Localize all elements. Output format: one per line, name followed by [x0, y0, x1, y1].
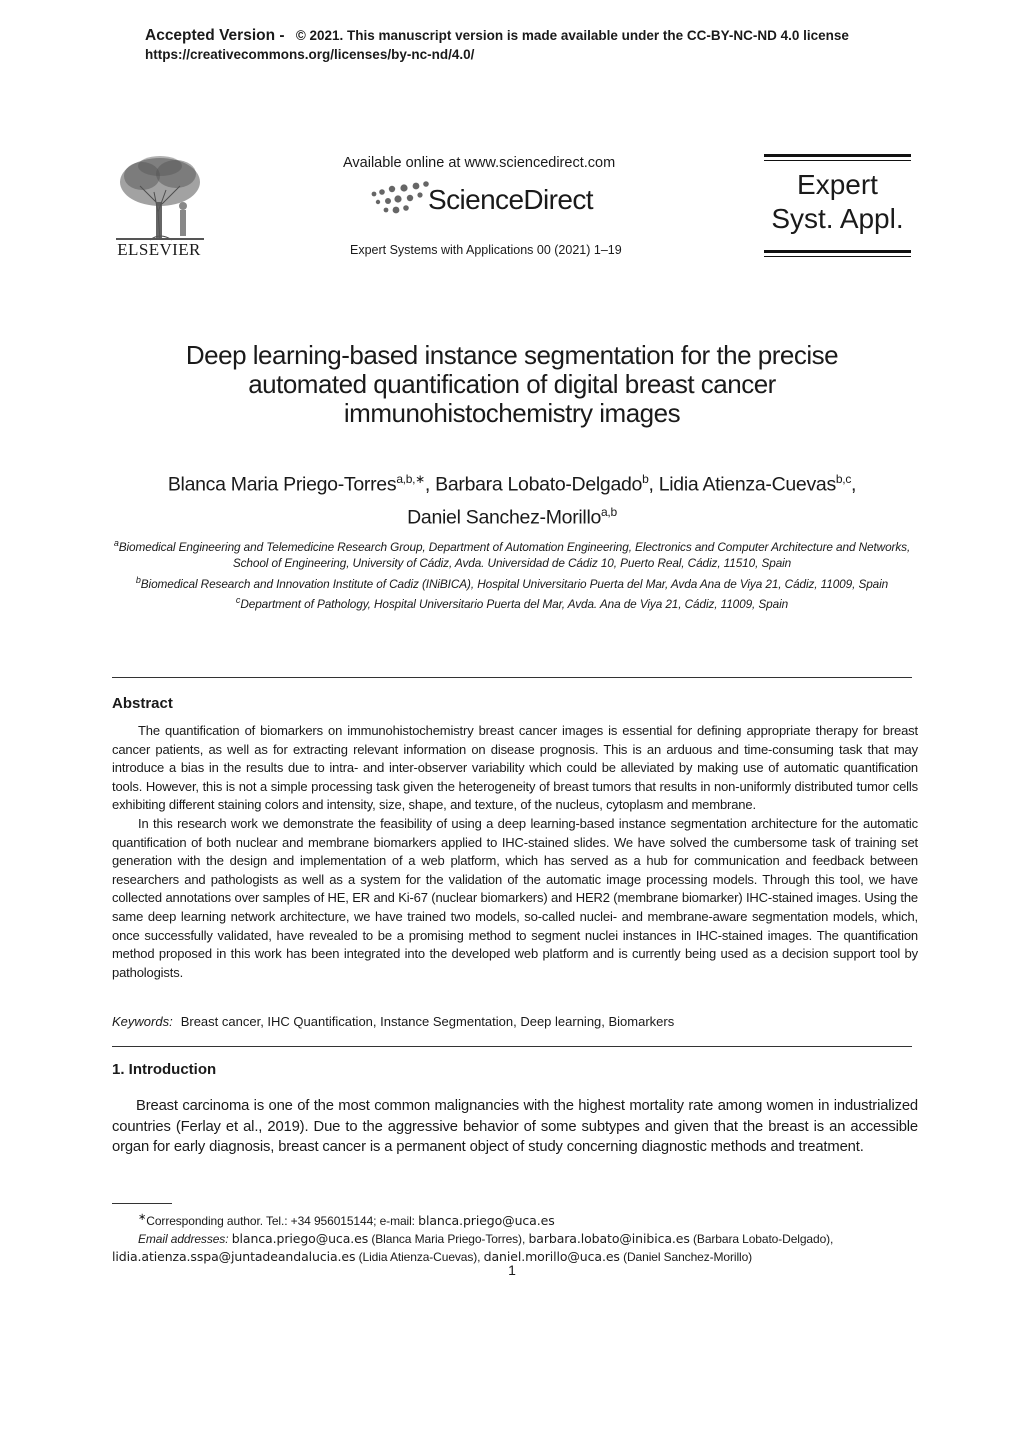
- license-notice: [145, 26, 849, 64]
- abstract-paragraph: The quantification of biomarkers on immunohistochemistry breast cancer images is essential for defining appropriate therapy for breast cancer patients, as well as for extracting relevant information on disease prognosis. This is an arduous and time-consuming task that may introduce a bias in the results due to intra- and inter-observer variability which could be alleviated by making use of automatic quantification tools. However, this is not a simple processing task given the heterogeneity of breast tumors that results in non-uniformly distributed tumor cells exhibiting different staining colors and intensity, size, shape, and texture, of the nucleus, cytoplasm and membrane.: [112, 723, 918, 813]
- footnotes: [112, 1209, 918, 1266]
- title-line-3: immunohistochemistry images: [343, 398, 681, 428]
- affil-text: Department of Pathology, Hospital Universitario Puerta del Mar, Avda. Ana de Viya 21, Cádiz, 11009, Spain: [240, 596, 789, 611]
- email-owner: (Daniel Sanchez-Morillo): [623, 1250, 753, 1264]
- affiliations: [112, 535, 912, 612]
- author-name: , Barbara Lobato-Delgado: [424, 473, 643, 496]
- journal-box-top-rule: [764, 154, 911, 161]
- abstract-top-rule: [112, 677, 912, 678]
- intro-paragraph: Breast carcinoma is one of the most common malignancies with the highest mortality rate among women in industrialized countries (Ferlay et al., 2019). Due to the aggressive behavior of some subtypes and given that the breast is an accessible organ for early diagnosis, breast cancer is a permanent object of study concerning diagnostic methods and treatment.: [112, 1098, 918, 1156]
- author-affil-sup: b,c: [835, 472, 852, 486]
- corresponding-author-note: [112, 1209, 918, 1230]
- sciencedirect-wordmark: ScienceDirect: [428, 184, 593, 215]
- author-name: Daniel Sanchez-Morillo: [407, 506, 602, 528]
- affil-text: Biomedical Research and Innovation Institute of Cadiz (INiBICA), Hospital Universitario Puerta del Mar, Avda Ana de Viya 21, Cádiz, 11009, Spain: [140, 576, 889, 591]
- author-affil-sup: b: [642, 472, 649, 486]
- author-affil-sup: a,b: [601, 504, 617, 519]
- keywords-label: Keywords:: [112, 1014, 173, 1029]
- email-link[interactable]: barbara.lobato@inibica.es: [528, 1231, 690, 1246]
- affil-marker: c: [235, 594, 241, 605]
- paper-title: [112, 341, 912, 428]
- affil-text: Biomedical Engineering and Telemedicine Research Group, Department of Automation Engineering, Electronics and Computer Architecture and Networks, School of Engineering, University of Cádiz, Avda. Universidad de Cádiz 10, Puerto Real, Cádiz, 11510, Spain: [118, 539, 911, 571]
- author-name: , Lidia Atienza-Cuevas: [648, 473, 836, 496]
- email-addresses: [112, 1230, 918, 1266]
- affiliation-a: [112, 535, 912, 572]
- email-label: Email addresses:: [138, 1232, 229, 1246]
- email-owner: (Blanca Maria Priego-Torres),: [371, 1232, 526, 1246]
- abstract-bottom-rule: [112, 1046, 912, 1047]
- email-link[interactable]: daniel.morillo@uca.es: [483, 1249, 620, 1264]
- journal-abbreviation: [764, 168, 911, 236]
- journal-citation: Expert Systems with Applications 00 (2021) 1–19: [350, 243, 622, 257]
- title-line-1: Deep learning-based instance segmentation for the precise: [185, 340, 839, 370]
- page-number: 1: [508, 1262, 516, 1278]
- email-link[interactable]: lidia.atienza.sspa@juntadeandalucia.es: [112, 1249, 356, 1264]
- journal-abbrev-line1: Expert: [797, 169, 878, 200]
- title-line-2: automated quantification of digital breast cancer: [248, 369, 776, 399]
- email-owner: (Lidia Atienza-Cuevas),: [358, 1250, 481, 1264]
- copyright-text: © 2021. This manuscript version is made available under the CC-BY-NC-ND 4.0 license: [295, 28, 849, 43]
- affil-marker: a: [113, 538, 119, 548]
- abstract-paragraph: In this research work we demonstrate the feasibility of using a deep learning-based instance segmentation architecture for the automatic quantification of both nuclear and membrane biomarkers applied to IHC-stained slides. We have solved the cumbersome task of training set generation with the design and implementation of a web platform, which has served as a hub for communication and feedback between researchers and pathologists as well as a system for the validation of the automatic image processing models. Through this tool, we have collected annotations over samples of HE, ER and Ki-67 (nuclear biomarkers) and HER2 (membrane biomarker) IHC-stained images. Using the same deep learning network architecture, we have trained two models, so-called nuclei- and membrane-aware segmentation models, which, once successfully validated, have revealed to be a promising method to segment nuclei instances in IHC-stained images. The quantification method proposed in this work has been integrated into the developed web platform and is currently being used as a decision support tool by pathologists.: [112, 815, 918, 980]
- author-name: Blanca Maria Priego-Torres: [167, 473, 397, 496]
- footnote-text: Corresponding author. Tel.: +34 956015144; e-mail:: [146, 1214, 415, 1228]
- section-heading: 1. Introduction: [112, 1061, 217, 1078]
- footnote-marker: ∗: [138, 1212, 147, 1223]
- affiliation-b: [112, 572, 912, 592]
- journal-abbrev-line2: Syst. Appl.: [771, 203, 904, 234]
- introduction-body: [112, 1096, 918, 1158]
- keywords: [112, 1014, 674, 1029]
- keywords-text: Breast cancer, IHC Quantification, Instance Segmentation, Deep learning, Biomarkers: [180, 1014, 675, 1029]
- email-link[interactable]: blanca.priego@uca.es: [418, 1213, 555, 1228]
- accepted-version-label: Accepted Version -: [145, 27, 285, 44]
- author-separator: ,: [851, 473, 857, 496]
- footnote-rule: [112, 1203, 172, 1204]
- available-online-text: Available online at www.sciencedirect.com: [343, 155, 616, 171]
- email-owner: (Barbara Lobato-Delgado),: [693, 1232, 834, 1246]
- email-link[interactable]: blanca.priego@uca.es: [231, 1231, 369, 1246]
- author-list: [112, 466, 912, 531]
- abstract-body: [112, 722, 918, 982]
- abstract-heading: Abstract: [112, 695, 173, 712]
- journal-box-bottom-rule: [764, 250, 911, 257]
- license-url[interactable]: https://creativecommons.org/licenses/by-nc-nd/4.0/: [145, 47, 475, 62]
- author-affil-sup: a,b,∗: [396, 472, 425, 486]
- publisher-name: ELSEVIER: [117, 240, 201, 259]
- affil-marker: b: [135, 574, 141, 585]
- affiliation-c: [112, 592, 912, 612]
